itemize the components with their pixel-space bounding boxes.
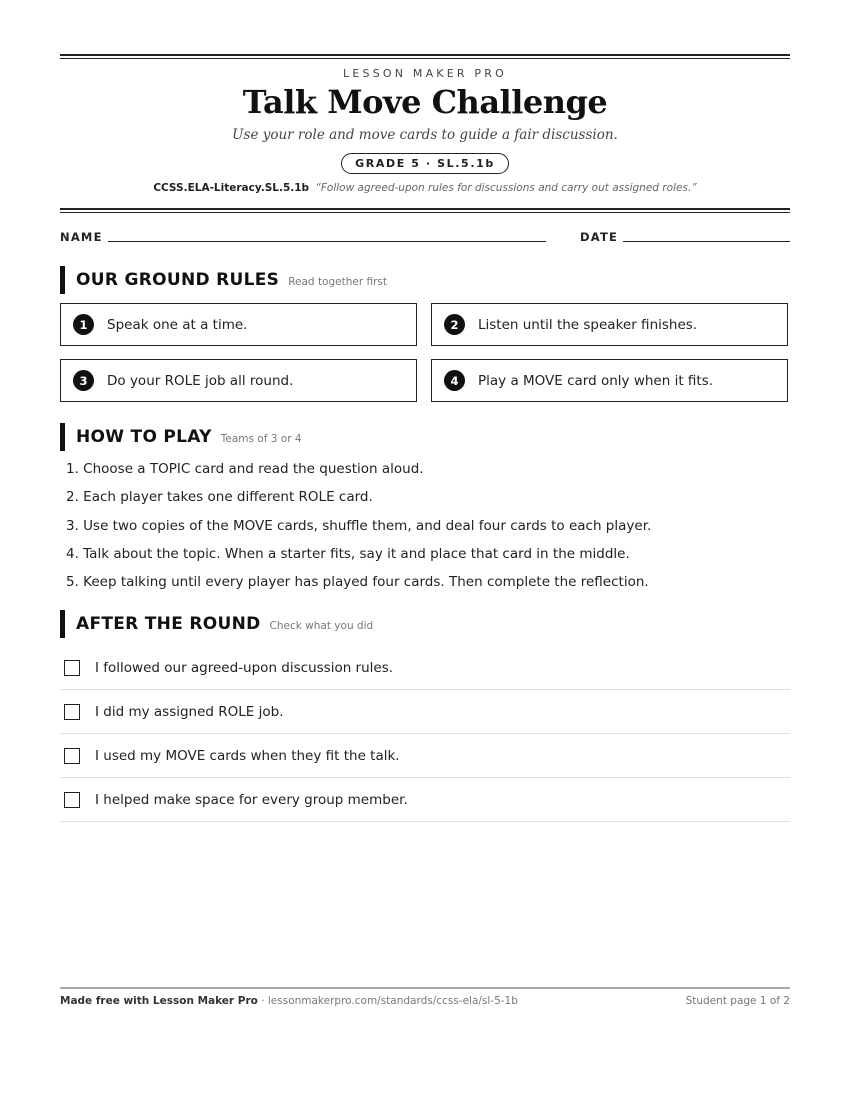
brand-name: LESSON MAKER PRO xyxy=(343,67,507,80)
section-note: Teams of 3 or 4 xyxy=(220,433,302,445)
rule-text: Listen until the speaker finishes. xyxy=(478,316,698,333)
section-note: Read together first xyxy=(288,276,388,288)
date-label: DATE xyxy=(580,230,619,244)
footer-page-label: Student page 1 of 2 xyxy=(685,995,790,1007)
checklist-text: I followed our agreed-upon discussion rules. xyxy=(95,659,394,676)
rule-text: Play a MOVE card only when it fits. xyxy=(478,372,714,389)
section-note: Check what you did xyxy=(269,620,374,632)
checklist-text: I helped make space for every group member. xyxy=(95,791,408,808)
rule-card-1 xyxy=(60,303,417,346)
section-title: OUR GROUND RULES xyxy=(76,270,280,290)
rule-number-badge: 3 xyxy=(73,370,94,391)
instruction-step: 1. Choose a TOPIC card and read the question aloud. xyxy=(66,461,424,478)
footer xyxy=(60,995,790,1007)
checkbox[interactable] xyxy=(64,704,80,720)
instruction-step: 2. Each player takes one different ROLE card. xyxy=(66,489,373,506)
instruction-step: 4. Talk about the topic. When a starter fits, say it and place that card in the middle. xyxy=(66,546,630,563)
instructions-list xyxy=(60,455,790,596)
standard-line xyxy=(60,182,790,194)
how-to-play-heading xyxy=(60,423,302,451)
reflection-checklist xyxy=(60,646,790,822)
standard-description: “Follow agreed-upon rules for discussions and carry out assigned roles.” xyxy=(315,182,697,194)
checklist-item xyxy=(60,690,790,734)
rule-number-badge: 2 xyxy=(444,314,465,335)
rule-text: Speak one at a time. xyxy=(107,316,248,333)
section-title: AFTER THE ROUND xyxy=(76,614,261,634)
rule-card-4 xyxy=(431,359,788,402)
after-round-heading xyxy=(60,610,373,638)
rule-text: Do your ROLE job all round. xyxy=(107,372,294,389)
page-title: Talk Move Challenge xyxy=(242,83,608,121)
footer-rule xyxy=(60,987,790,989)
header-bottom-rule xyxy=(60,208,790,213)
instruction-step: 5. Keep talking until every player has played four cards. Then complete the reflection. xyxy=(66,574,649,591)
checklist-text: I did my assigned ROLE job. xyxy=(95,703,284,720)
checkbox[interactable] xyxy=(64,748,80,764)
rule-card-2 xyxy=(431,303,788,346)
name-label: NAME xyxy=(60,230,103,244)
header-top-rule xyxy=(60,54,790,59)
checklist-item xyxy=(60,778,790,822)
ground-rules-heading xyxy=(60,266,387,294)
checkbox[interactable] xyxy=(64,660,80,676)
section-title: HOW TO PLAY xyxy=(76,427,212,447)
footer-credit xyxy=(60,995,518,1007)
rule-number-badge: 4 xyxy=(444,370,465,391)
checklist-text: I used my MOVE cards when they fit the talk. xyxy=(95,747,400,764)
date-field[interactable] xyxy=(623,241,790,242)
checklist-item xyxy=(60,646,790,690)
footer-separator: · xyxy=(257,995,268,1007)
footer-url[interactable]: lessonmakerpro.com/standards/ccss-ela/sl-5-1b xyxy=(267,995,518,1007)
name-field[interactable] xyxy=(108,241,546,242)
footer-made-with: Made free with Lesson Maker Pro xyxy=(60,995,258,1007)
checklist-item xyxy=(60,734,790,778)
rule-card-3 xyxy=(60,359,417,402)
grade-badge: GRADE 5 · SL.5.1b xyxy=(341,153,509,174)
page-subtitle: Use your role and move cards to guide a fair discussion. xyxy=(232,127,618,143)
instruction-step: 3. Use two copies of the MOVE cards, shuffle them, and deal four cards to each player. xyxy=(66,517,652,534)
checkbox[interactable] xyxy=(64,792,80,808)
standard-code: CCSS.ELA-Literacy.SL.5.1b xyxy=(153,182,310,194)
rule-number-badge: 1 xyxy=(73,314,94,335)
